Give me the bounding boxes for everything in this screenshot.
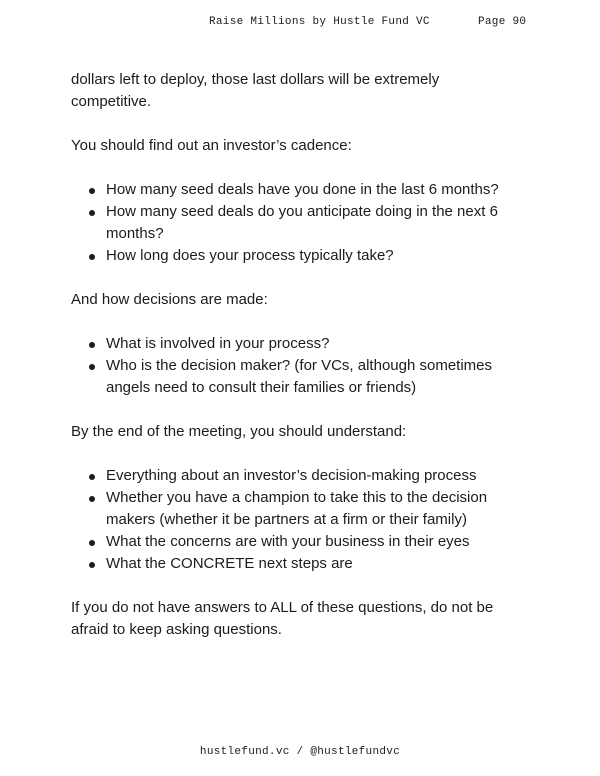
bullet-icon [89,342,95,348]
paragraph: dollars left to deploy, those last dollars will be extremely competitive. [71,71,440,110]
paragraph: And how decisions are made: [71,291,268,308]
page-number: Page 90 [478,16,527,28]
list-item [71,531,511,553]
bullet-list-understanding [71,465,511,575]
bullet-icon [89,188,95,194]
bullet-icon [89,562,95,568]
list-item [71,465,511,487]
bullet-list-decisions [71,333,511,399]
bullet-list-cadence [71,179,511,267]
list-item [71,201,511,245]
paragraph: You should find out an investor’s cadence: [71,137,352,154]
bullet-icon [89,474,95,480]
bullet-icon [89,210,95,216]
list-item [71,245,511,267]
bullet-icon [89,496,95,502]
paragraph: If you do not have answers to ALL of these questions, do not be afraid to keep asking questions. [71,599,494,638]
list-item-text: How many seed deals have you done in the last 6 months? [106,181,499,198]
list-item [71,553,511,575]
list-item-text: Everything about an investor’s decision-making process [106,467,477,484]
list-item-text: What is involved in your process? [106,335,330,352]
paragraph: By the end of the meeting, you should understand: [71,423,407,440]
bullet-icon [89,540,95,546]
header-title: Raise Millions by Hustle Fund VC [209,16,430,28]
list-item-text: Whether you have a champion to take this to the decision makers (whether it be partners at a firm or their family) [106,489,488,528]
list-item [71,487,511,531]
list-item-text: Who is the decision maker? (for VCs, although sometimes angels need to consult their families or friends) [106,357,492,396]
list-item [71,179,511,201]
list-item-text: What the CONCRETE next steps are [106,555,353,572]
list-item [71,333,511,355]
list-item-text: What the concerns are with your business in their eyes [106,533,470,550]
bullet-icon [89,364,95,370]
list-item [71,355,511,399]
bullet-icon [89,254,95,260]
footer-links: hustlefund.vc / @hustlefundvc [199,746,401,758]
list-item-text: How long does your process typically take? [106,247,394,264]
list-item-text: How many seed deals do you anticipate doing in the next 6 months? [106,203,498,242]
page-content [71,69,511,641]
